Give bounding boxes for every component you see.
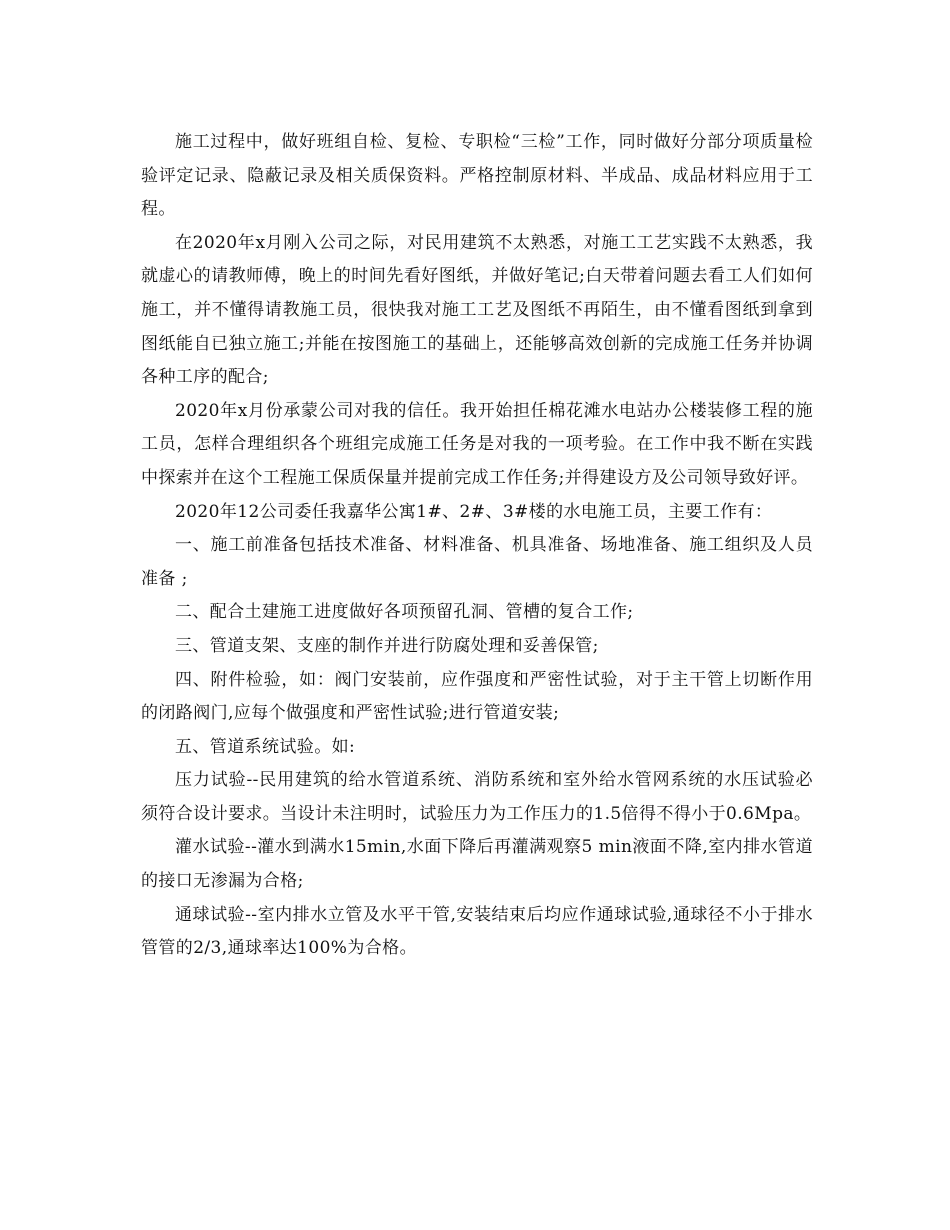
paragraph-office-project: 2020年x月份承蒙公司对我的信任。我开始担任棉花滩水电站办公楼装修工程的施工员，怎样合理组织各个班组完成施工任务是对我的一项考验。在工作中我不断在实践中探索并在这个工程施工保质保量并提前完成工作任务;并得建设方及公司领导致好评。 <box>141 400 813 488</box>
paragraph-learning: 在2020年x月刚入公司之际，对民用建筑不太熟悉，对施工工艺实践不太熟悉，我就虚心的请教师傅，晚上的时间先看好图纸，并做好笔记;白天带着问题去看工人们如何施工，并不懂得请教施工员，很快我对施工工艺及图纸不再陌生，由不懂看图纸到拿到图纸能自已独立施工;并能在按图施工的基础上，还能够高效创新的完成施工任务并协调各种工序的配合; <box>141 232 813 388</box>
paragraph-water-filling-test: 灌水试验--灌水到满水15min,水面下降后再灌满观察5 min液面不降,室内排水管道的接口无渗漏为合格; <box>141 837 813 892</box>
list-item-supports: 三、管道支架、支座的制作并进行防腐处理和妥善保管; <box>175 635 599 656</box>
paragraph-inspection: 施工过程中，做好班组自检、复检、专职检“三检”工作，同时做好分部分项质量检验评定记录、隐蔽记录及相关质保资料。严格控制原材料、半成品、成品材料应用于工程。 <box>141 132 813 220</box>
list-item-preparation: 一、施工前准备包括技术准备、材料准备、机具准备、场地准备、施工组织及人员准备 ; <box>141 535 813 589</box>
list-item-accessory-inspection: 四、附件检验，如：阀门安装前，应作强度和严密性试验，对于主干管上切断作用的闭路阀门,应每个做强度和严密性试验;进行管道安装; <box>141 669 813 724</box>
paragraph-pressure-test: 压力试验--民用建筑的给水管道系统、消防系统和室外给水管网系统的水压试验必须符合设计要求。当设计未注明时，试验压力为工作压力的1.5倍得不得小于0.6Mpa。 <box>141 770 813 824</box>
document-body <box>141 126 813 966</box>
list-item-system-test: 五、管道系统试验。如: <box>175 736 356 757</box>
list-item-reserved-holes: 二、配合土建施工进度做好各项预留孔洞、管槽的复合工作; <box>175 602 634 623</box>
paragraph-jiahua-assignment: 2020年12公司委任我嘉华公寓1#、2#、3#楼的水电施工员，主要工作有： <box>175 501 773 522</box>
paragraph-ball-test: 通球试验--室内排水立管及水平干管,安装结束后均应作通球试验,通球径不小于排水管管的2/3,通球率达100%为合格。 <box>141 904 813 959</box>
